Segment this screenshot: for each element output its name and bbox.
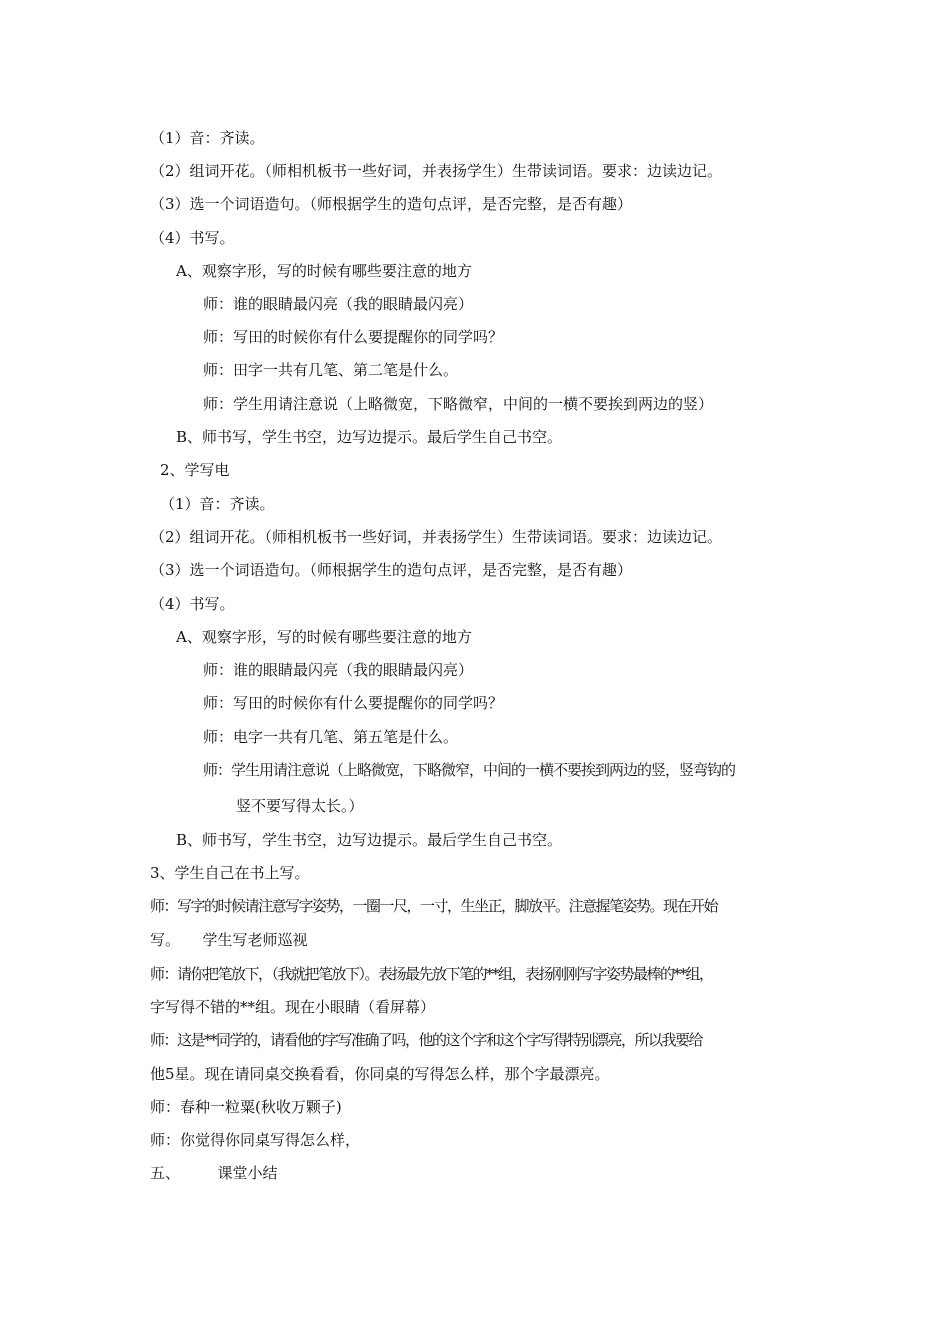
text-line: 师：这是**同学的，请看他的字写准确了吗，他的这个字和这个字写得特别漂亮，所以我要给: [150, 1031, 703, 1049]
text-line: 师：写田的时候你有什么要提醒你的同学吗？: [203, 694, 504, 712]
text-line: （4）书写。: [150, 229, 235, 247]
text-line: 他5星。现在请同桌交换看看，你同桌的写得怎么样，那个字最漂亮。: [150, 1065, 610, 1083]
text-line: 师：请你把笔放下，（我就把笔放下）。表扬最先放下笔的**组，表扬刚刚写字姿势最棒的**组，: [150, 965, 713, 983]
text-line: （4）书写。: [150, 595, 235, 613]
text-line: B、师书写，学生书空，边写边提示。最后学生自己书空。: [176, 831, 563, 849]
text-line: A、观察字形，写的时候有哪些要注意的地方: [176, 262, 472, 280]
text-line: （2）组词开花。（师相机板书一些好词，并表扬学生）生带读词语。要求：边读边记。: [150, 528, 723, 546]
text-line: 师：谁的眼睛最闪亮（我的眼睛最闪亮）: [203, 661, 474, 679]
text-line: A、观察字形，写的时候有哪些要注意的地方: [176, 628, 472, 646]
text-line: （3）选一个词语造句。（师根据学生的造句点评，是否完整，是否有趣）: [150, 195, 633, 213]
text-line: （2）组词开花。（师相机板书一些好词，并表扬学生）生带读词语。要求：边读边记。: [150, 162, 723, 180]
text-line: 3、学生自己在书上写。: [150, 864, 310, 882]
text-line: 2、学写电: [160, 461, 230, 479]
text-line: 师：春种一粒粟(秋收万颗子): [150, 1098, 342, 1116]
text-line: （1）音：齐读。: [150, 129, 265, 147]
text-line: B、师书写，学生书空，边写边提示。最后学生自己书空。: [176, 428, 563, 446]
text-line: 写。 学生写老师巡视: [150, 931, 308, 949]
text-line: （1）音：齐读。: [160, 495, 275, 513]
text-line: 竖不要写得太长。）: [236, 797, 364, 815]
text-line: 师：写字的时候请注意写字姿势，一圈一尺，一寸，生坐正，脚放平。注意握笔姿势。现在开始: [150, 897, 718, 915]
text-line: 师：田字一共有几笔、第二笔是什么。: [203, 361, 459, 379]
text-line: 五、 课堂小结: [150, 1164, 278, 1182]
text-line: 师：你觉得你同桌写得怎么样，: [150, 1131, 361, 1149]
text-line: 师：写田的时候你有什么要提醒你的同学吗？: [203, 328, 504, 346]
text-line: 师：谁的眼睛最闪亮（我的眼睛最闪亮）: [203, 295, 474, 313]
text-line: 师：电字一共有几笔、第五笔是什么。: [203, 728, 459, 746]
text-line: 师：学生用请注意说（上略微宽，下略微窄，中间的一横不要挨到两边的竖，竖弯钩的: [203, 761, 736, 779]
text-line: 字写得不错的**组。现在小眼睛（看屏幕）: [150, 998, 436, 1016]
text-line: （3）选一个词语造句。（师根据学生的造句点评，是否完整，是否有趣）: [150, 561, 633, 579]
text-line: 师：学生用请注意说（上略微宽，下略微窄，中间的一横不要挨到两边的竖）: [203, 395, 714, 413]
